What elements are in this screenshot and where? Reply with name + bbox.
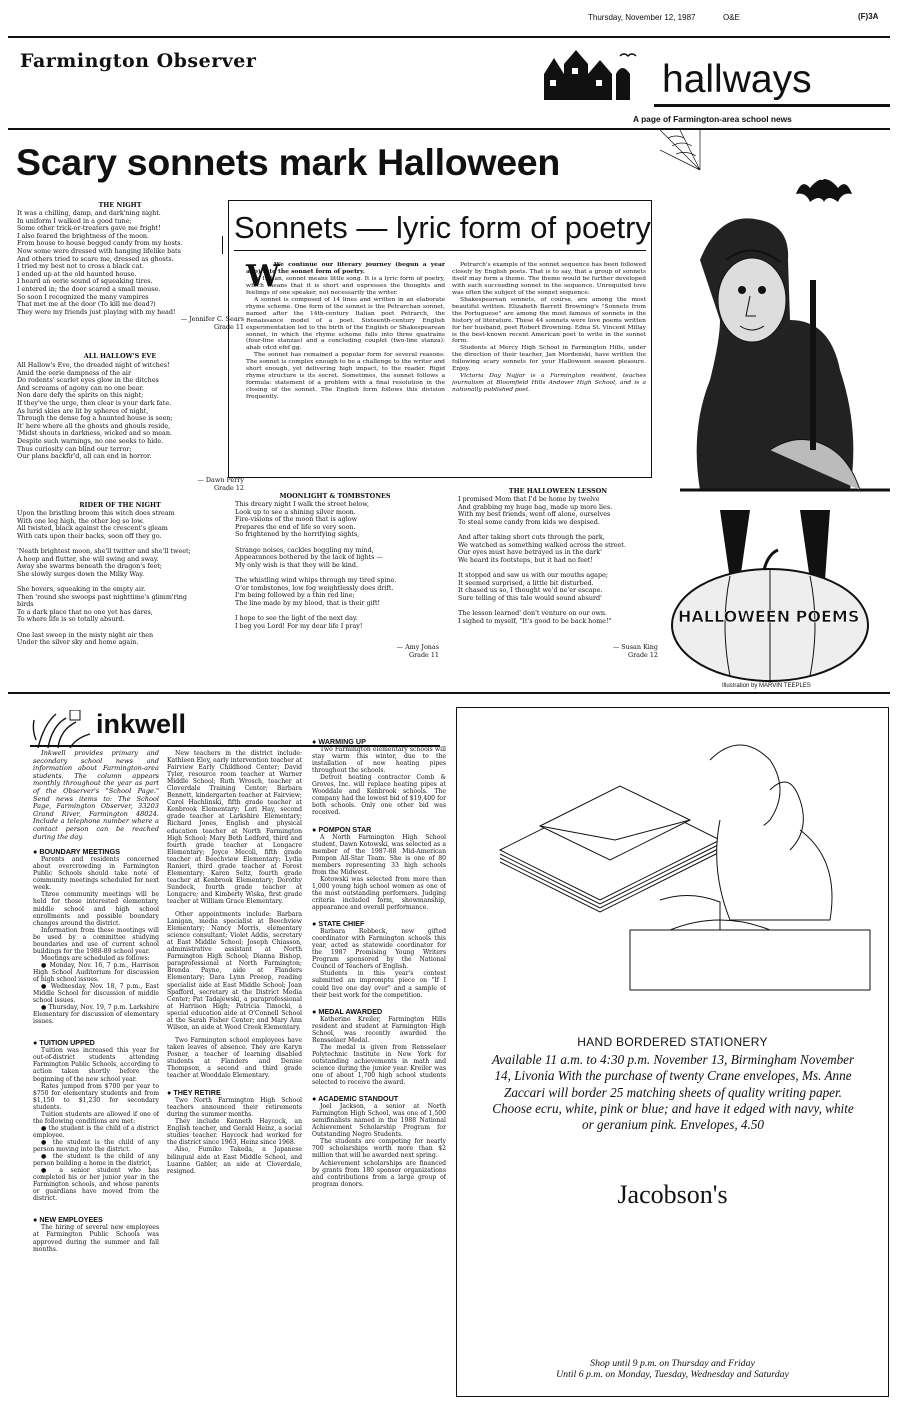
news-paragraph: Tuition students are allowed if one of the following conditions are met: <box>33 1110 159 1125</box>
poem-grade: Grade 12 <box>627 651 658 659</box>
inkwell-title: inkwell <box>96 709 187 739</box>
bullet-icon: ● <box>312 824 319 834</box>
sonnet-paragraph: Shakespearean sonnets, of course, are among the most beautiful written. Elizabeth Barrett Browning's "Sonnets from the Portuguese" are among the most famous of sonnets in the history of literature. These 44 sonnets were love poems written for her husband, poet Robert Browning. Edna St. Vincent Millay is the best-known recent American poet to write in the sonnet form. <box>452 295 646 345</box>
inkwell-intro: Inkwell provides primary and secondary school news and information about Farmington-area students. The column appears monthly throughout the year as part of the Observer's "School Page." Send news items to: The School Page, Farmington Observer, 33203 Grand River, Farmington 48024. Include a telephone number where a contact person can be reached during the day. <box>33 750 159 841</box>
poem-title-halloween-lesson: THE HALLOWEEN LESSON <box>508 487 608 495</box>
news-paragraph: Kotowski was selected from more than 1,000 young high school women as one of the most outstanding performers. Judging criteria included form, showmanship, appearance and overall performance. <box>312 875 446 912</box>
news-paragraph: New teachers in the district include: Kathleen Eley, early intervention teacher at Fairview Early Childhood Center; David Tyler, resource room teacher at Warner Middle School; Ruth Wrosch, teacher at Cloverdale Training Center; Barbara Bennett, kindergarten teacher at Fairview; Carol Hachlinski, fifth grade teacher at Kenbrook Elementary; Lori Hay, second grade teacher at Larkshire Elementary; Richard Jones, English and physical education teacher at North Farmington High School; Mary Beth Ledford, third and fourth grade teacher at Longacre Elementary; Joyce Mecoli, fifth grade teacher at Beechview Elementary; Lydia Ranieri, third grade teacher at Forest Elementary; Karen Seltz, fourth grade teacher at Kenbrook Elementary; Dorothy Sundeck, fourth grade teacher at Longacre; and Kimberly Wiska, first grade teacher at William Grace Elementary. <box>167 750 302 905</box>
sonnet-paragraph: A sonnet is composed of 14 lines and written in an elaborate rhyme scheme. One form of the sonnet is the Petrarchan sonnet, named after the 14th-century Italian poet Petrarch, the Renaissance model of a poet. Sixteenth-century English experimentation led to the birth of the English or Shakespearean sonnet, in which the rhyme scheme falls into three quatrains (four-line stanzas) and a concluding couplet (two-line stanza): abab cdcd efef gg. <box>246 295 445 352</box>
news-paragraph: Rates jumped from $700 per year to $750 for elementary students and from $1,150 to $1,230 for secondary students. <box>33 1082 159 1111</box>
news-paragraph: Parents and residents concerned about overcrowding in Farmington Public Schools should take note of community meetings scheduled for next week. <box>33 856 159 892</box>
news-paragraph: Katherine Kreiler, Farmington Hills resident and student at Farmington High School, was recently awarded the Rensselaer Medal. <box>312 1015 446 1044</box>
section-heading: MEDAL AWARDED <box>318 1006 383 1016</box>
poem-title-all-hallows-eve: ALL HALLOW'S EVE <box>83 352 157 360</box>
news-paragraph: Other appointments include: Barbara Lanigan, media specialist at Beechview Elementary; Nancy Morris, elementary science consultant; Violet Addis, secretary at East Middle School; Joseph Chiasson, administrative assistant at North Farmington High School; Dianna Bishop, paraprofessional at North Farmington; Brenda Payne, aide at Flanders Elementary; Dara Lynn Preeop, reading specialist aide at East Middle School; Joan Spafford, secretary at the District Media Center; Pat Tadajewski, a paraprofessional at Harrison High; Patricia Timocki, a special education aide at O'Connell School at the Sarah Fisher Center; and Mary Ann Wilson, an aide at Wood Creek Elementary. <box>167 911 302 1031</box>
news-paragraph: ● the student is the child of any person building a home in the district, <box>33 1153 159 1168</box>
poem-moonlight-tombstones: This dreary night I walk the street below, Look up to see a shining silver moon. Fire-visions of the moon that is aglow Prepares the end of life so very soon. So frightened by the horrifying sights, Strange noises, cackles boggling my mind, Appearances bothered by the lack of lights — My only wish is that they will be kind. The whistling wind whips through my tired spine. O'er tombstones, low fog weightlessly does drift. I'm being followed by a thin red line; The line made by my blood, that is their gift! I hope to see the light of the next day. I beg you Lord! For my dear life I pray! <box>235 500 397 630</box>
section-heading: BOUNDARY MEETINGS <box>39 847 121 857</box>
news-paragraph: Two Farmington elementary schools will stay warm this winter, due to the installation of new heating pipes throughout the schools. <box>312 746 446 775</box>
sonnet-paragraph: Students at Mercy High School in Farmington Hills, under the direction of their teacher, Jan Mordenski, have written the following scary sonnets for your Halloween season pleasure. Enjoy. <box>452 344 646 373</box>
bullet-icon: ● <box>312 1094 319 1104</box>
poem-title-the-night: THE NIGHT <box>98 201 142 209</box>
poem-author: — Jennifer C. Sears <box>180 315 244 323</box>
section-heading: TUITION UPPED <box>39 1038 95 1048</box>
poem-grade: Grade 11 <box>213 323 244 331</box>
pumpkin-text: HALLOWEEN POEMS <box>678 607 860 626</box>
news-paragraph: Barbara Rebbeck, new gifted coordinator with Farmington schools this year, acted as statewide coordinator for the 1987 Promising Young Writers Program sponsored by the National Council of Teachers of English. <box>312 928 446 971</box>
bullet-icon: ● <box>167 1088 174 1098</box>
section-heading: STATE CHIEF <box>318 919 365 929</box>
news-paragraph: Meetings are scheduled as follows: <box>41 954 150 962</box>
news-paragraph: Two North Farmington High School teachers announced their retirements during the summer months. <box>167 1097 302 1119</box>
news-paragraph: Students in this year's contest submitted an impromptu piece on "If I could live one day over" and a sample of their best work for the competition. <box>312 970 446 999</box>
poem-halloween-lesson: I promised Mom that I'd be home by twelve And grabbing my huge bag, made up more lies. With my best friends, went off alone, ourselves To steal some candy from kids we despised. And after taking short cuts through the park, We watched as something walked across the street. Our eyes must have betrayed us in the dark' We heard its footsteps, but it had no feet! It stopped and saw us with our mouths agape; It seemed surprised, a little bit disturbed. It chased us so, I thought we'd ne'er escape. Sure telling of this tale would sound absurd' The lesson learned' don't venture on our own. I sighed to myself, "It's good to be back home!" <box>458 495 626 625</box>
news-paragraph: Information from these meetings will be used by a committee studying boundaries and use of current school buildings for the 1988-89 school year. <box>33 926 159 955</box>
date-line: Thursday, November 12, 1987 <box>588 13 696 22</box>
news-paragraph: The hiring of several new employees at Farmington Public Schools was approved during the summer and fall months. <box>33 1224 159 1253</box>
bullet-icon: ● <box>312 1006 319 1016</box>
poem-title-rider-of-the-night: RIDER OF THE NIGHT <box>79 501 161 509</box>
news-paragraph: Two Farmington school employees have taken leaves of absence. They are Karyn Posner, a teacher of learning disabled students at Flanders and Denise Thompson, a second and third grade teacher at Wooddale Elementary. <box>167 1036 302 1080</box>
news-paragraph: They include Kenneth Haycock, an English teacher, and Gerald Heinz, a social studies teacher. Haycock had worked for the district since 1963, Heinz since 1968. <box>167 1118 302 1147</box>
section-heading: POMPON STAR <box>318 824 372 834</box>
quill-icon <box>30 710 100 750</box>
inkwell-col-1 <box>33 750 159 1400</box>
section-heading: THEY RETIRE <box>173 1088 221 1098</box>
poem-grade: Grade 11 <box>408 651 439 659</box>
poem-grade: Grade 12 <box>213 484 244 492</box>
haunted-house-icon <box>540 44 640 102</box>
drop-cap: W <box>246 259 280 294</box>
news-paragraph: ● Thursday, Nov. 19, 7 p.m. Larkshire Elementary for discussion of elementary issues. <box>33 1004 159 1026</box>
poem-author: — Susan King <box>612 643 658 651</box>
bullet-icon: ● <box>312 919 319 929</box>
bullet-icon: ● <box>33 1215 40 1225</box>
sonnets-col-2 <box>452 262 646 474</box>
bullet-icon: ● <box>33 847 40 857</box>
sonnet-paragraph: We continue our literary journey (begun a year ago) into the sonnet form of poetry. <box>246 262 445 275</box>
section-heading: ACADEMIC STANDOUT <box>318 1094 399 1104</box>
page-number: (F)3A <box>858 12 879 21</box>
section-tag: O&E <box>723 13 740 22</box>
section-title: hallways <box>662 58 812 101</box>
bullet-icon: ● <box>312 737 319 746</box>
poem-author: — Dawn Perry <box>197 476 244 484</box>
ad-hours-1: Shop until 9 p.m. on Thursday and Friday <box>590 1358 755 1369</box>
jacobsons-logo: Jacobson's <box>617 1180 728 1209</box>
ad-hours-2: Until 6 p.m. on Monday, Tuesday, Wednesday and Saturday <box>556 1369 789 1380</box>
ad-body: Available 11 a.m. to 4:30 p.m. November 13, Birmingham November 14, Livonia With the purchase of twenty Crane envelopes, Ms. Anne Zaccari will border 25 matching sheets of quality writing paper. Choose ecru, white, pink or blue; and have it edged with navy, white or geranium pink. Envelopes, 4.50 <box>491 1052 855 1133</box>
news-paragraph: Detroit heating contractor Comb & Groves, Inc. will replace heating pipes at Wooddale and Kenbrook schools. The company had the lowest bid of $19,400 for both schools. Only one other bid was received. <box>312 774 446 817</box>
sonnet-paragraph: In Italian, sonnet means little song. It is a lyric form of poetry, which means that it is short and expresses the thoughts and feelings of one speaker, not necessarily the writer. <box>246 274 445 296</box>
news-paragraph: Achievement scholarships are financed by grants from 180 sponsor organizations and contributions from a large group of program donors. <box>312 1159 446 1188</box>
witch-illustration <box>660 130 892 690</box>
news-paragraph: ● Monday, Nov. 16, 7 p.m., Harrison High School Auditorium for discussion of high school issues. <box>33 961 159 983</box>
ad-headline: HAND BORDERED STATIONERY <box>577 1035 768 1049</box>
masthead: Farmington Observer <box>20 50 257 72</box>
news-paragraph: The students are competing for nearly 700 scholarships worth more than $2 million that will be awarded next spring. <box>312 1138 446 1160</box>
sonnets-box-title: Sonnets — lyric form of poetry <box>234 210 651 245</box>
news-paragraph: A North Farmington High School student, Dawn Kotowski, was selected as a member of the 1987-88 Mid-American Pompon All-Star Team. She is one of 80 members representing 33 high schools from the Midwest. <box>312 833 446 876</box>
news-paragraph: Also, Fumiko Takeda, a Japanese bilingual aide at East Middle School, and Luanne Gabler, an aide at Cloverdale, resigned. <box>167 1146 302 1175</box>
section-heading: WARMING UP <box>318 737 366 746</box>
inkwell-col-3 <box>312 736 446 1400</box>
inkwell-col-2 <box>167 750 302 1400</box>
news-paragraph: ● the student is the child of any person moving into the district. <box>33 1138 159 1153</box>
headline: Scary sonnets mark Halloween <box>16 141 560 183</box>
news-paragraph: ● a senior student who has completed his or her junior year in the Farmington schools, and whose parents or guardians have moved from the district. <box>33 1167 159 1203</box>
stationery-illustration <box>470 730 880 1010</box>
poem-rider-of-the-night: Upon the bristling broom this witch does stream With one leg high, the other leg so low. All twisted, black against the crescent's gleam With cats upon their backs, soon off they go. 'Neath brightest moon, she'll twitter and she'll tweet; A hoop and flutter, she will swing and sway. Away she swarms beneath the dragon's feet; She slowly surges down the Milky Way. She hovers, squeaking in the empty air. Then 'round she swoops past nighttime's glimm'ring birds To a dark place that no one yet has dares, To where life is so totally absurd. One last sweep in the misty night air then Under the silver sky and home again. <box>17 509 191 647</box>
news-paragraph: The medal is given from Rensselaer Polytechnic Institute in New York for outstanding achievements in math and science during the junior year. Kreiler was one of about 1,700 high school students selected to receive the award. <box>312 1043 446 1087</box>
illustration-credit: Illustration by MARVIN TEEPLES <box>722 683 811 689</box>
news-paragraph: Tuition was increased this year for out-of-district students attending Farmington Public Schools, according to action taken shortly before the beginning of the new school year. <box>33 1047 159 1083</box>
sonnet-paragraph: Petrarch's example of the sonnet sequence has been followed closely by English poets. That is to say, that a group of sonnets itself may form a theme. The theme would be further developed with each succeeding sonnet in the sequence. Unrequited love was often the subject of the sonnet sequence. <box>452 262 646 296</box>
poem-the-night: It was a chilling, damp, and dark'ning night. In uniform I walked in a good tune; Some other trick-or-treaters gave me fright! I also feared the brightness of the moon. From house to house begged candy from my hosts. Now some were dressed with hanging lifelike bats And others tried to scare me, dressed as ghosts. I tried my best not to cross a black cat. I ended up at the old haunted house. I heard an eerie sound of squeaking tires. I entered in; the door scared a small mouse. So soon I recognized the many vampires That met me at the door (To kill me dead?) They were my friends just playing with my head! <box>17 209 183 316</box>
poem-all-hallows-eve: All Hallow's Eve, the dreaded night of witches! Amid the eerie dampness of the air Do rodents' scarlet eyes glow in the ditches And screams of agony can no one bear. Non dare defy the spirits on this night; If they've the urge, then clear is your dark fate. As lurid skies are lit by spheres of night, Through the dense fog a haunted house is seen; It' here where all the ghosts and ghouls reside, 'Midst shouts in darkness, wicked and so mean. Despite such warnings, no one seeks to hide. Thus curiosity can blind our terror; Our plans backfir'd, all can end in horror. <box>17 361 173 461</box>
poem-title-moonlight: MOONLIGHT & TOMBSTONES <box>279 492 391 500</box>
sonnets-col-1 <box>246 259 445 474</box>
news-paragraph: ● Wednesday, Nov. 18, 7 p.m., East Middle School for discussion of middle school issues. <box>33 983 159 1005</box>
news-paragraph: Joel Jackson, a senior at North Farmington High School, was one of 1,500 semifinalists named in the 1988 National Achievement Scholarship Program for Outstanding Negro Students. <box>312 1103 446 1139</box>
bullet-icon: ● <box>33 1038 40 1048</box>
poem-author: — Amy Jonas <box>396 643 439 651</box>
sonnet-paragraph: The sonnet has remained a popular form for several reasons: The sonnet is complex enough to be a challenge to the writer and short enough, yet delivering high impact, to the reader. Rigid rhyme structure is its secret. Sometimes, the sonnet follows a formula: statement of a problem with a final resolution in the closing of the sonnet. The English form follows this division frequently. <box>246 351 445 401</box>
news-paragraph: ● the student is the child of a district employee. <box>33 1124 159 1139</box>
tagline: A page of Farmington-area school news <box>633 114 792 124</box>
news-paragraph: Three community meetings will be held for those interested elementary, middle school and high school enrollments and possible boundary changes around the district. <box>33 891 159 927</box>
sonnet-author-note: Victoria Day Najjar is a Farmington resident, teaches journalism at Bloomfield Hills Andover High School, and is a nationally published poet. <box>452 372 646 394</box>
section-heading: NEW EMPLOYEES <box>39 1215 103 1225</box>
